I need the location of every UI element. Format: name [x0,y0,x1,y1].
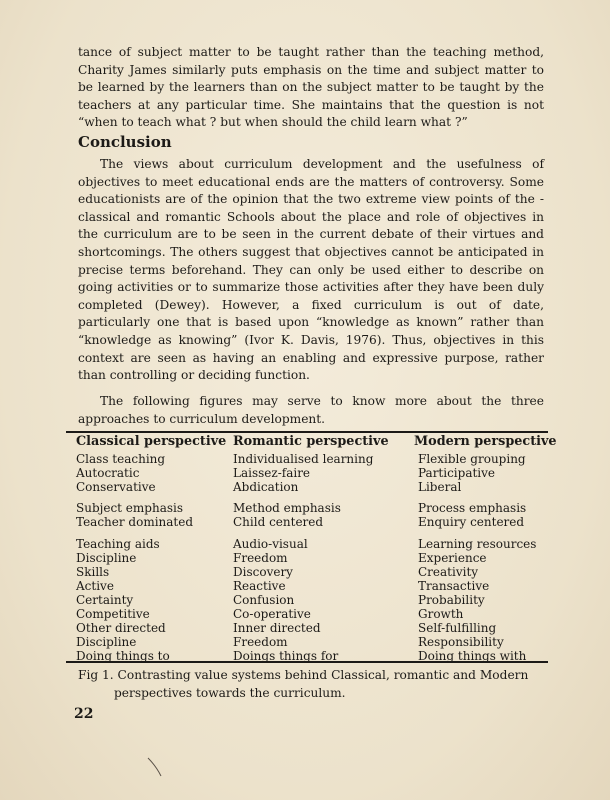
group-gap [76,494,231,501]
table-cell: Abdication [233,480,299,495]
table-cell: Discovery [233,564,293,579]
column-romantic [233,435,405,663]
group-gap [233,530,405,537]
section-heading-conclusion: Conclusion [78,133,172,151]
table-cell: Active [76,578,114,593]
table-cell: Experience [418,550,487,565]
group-gap [233,494,405,501]
table-cell: Creativity [418,564,479,579]
table-cell: Teacher dominated [76,515,194,530]
table-cell: Learning resources [418,536,537,551]
group-gap [414,494,546,501]
table-bottom-rule [66,661,548,663]
table-cell: Audio-visual [233,536,308,551]
paragraph-figures-intro: The following figures may serve to know more about the three approaches to curriculum development. [78,394,544,426]
table-cell: Other directed [76,621,166,636]
table-cell: Responsibility [418,635,504,650]
table-cell: Self-fulfilling [418,621,497,636]
table-cell: Transactive [418,578,490,593]
table-cell: Reactive [233,578,286,593]
table-cell: Certainty [76,592,134,607]
pen-mark [146,756,164,778]
caption-line-1: Fig 1. Contrasting value systems behind Classical, romantic and Modern [78,668,529,682]
table-cell: Discipline [76,550,137,565]
table-cell: Freedom [233,550,288,565]
figure-caption [78,667,548,702]
column-modern [414,434,557,664]
paragraph-conclusion: The views about curriculum development and the usefulness of objectives to meet educational ends are the matters of controversy. Some educationists are of the opinion that the two extreme view points of the - classical and romantic Schools about the place and role of objectives in the curriculum are to be seen in the current debate of their virtues and shortcomings. The others suggest that objectives cannot be anticipated in precise terms beforehand. They can only be used either to describe on going activities or to summarize those activities after they have been duly completed (Dewey). However, a fixed curriculum is out of date, particularly one that is based upon “knowledge as known” rather than “knowledge as knowing” (Ivor K. Davis, 1976). Thus, objectives in this context are seen as having an enabling and expressive purpose, rather than controlling or deciding function. [78,157,544,383]
group-gap [76,530,231,537]
table-cell: Doing things to [76,649,170,664]
table-cell: Discipline [76,635,137,650]
table-cell: Subject emphasis [76,501,184,516]
table-cell: Teaching aids [76,536,160,551]
table-cell: Conservative [76,480,156,495]
paragraph-intro: tance of subject matter to be taught rather than the teaching method, Charity James similarly puts emphasis on the time and subject matter to be learned by the learners than on the subject matter to be taught by the teachers at any particular time. She maintains that the question is not “when to teach what ? but when should the child learn what ?” [78,45,544,130]
table-cell: Process emphasis [418,501,527,516]
table-cell: Doing things with [418,649,527,664]
column-classical [76,435,231,663]
table-cell: Child centered [233,515,324,530]
table-cell: Individualised learning [233,452,374,467]
table-cell: Competitive [76,607,150,622]
table-cell: Laissez-faire [233,466,311,481]
table-cell: Confusion [233,592,295,607]
table-cell: Probability [418,592,485,607]
table-cell: Enquiry centered [418,515,525,530]
column-header-romantic: Romantic perspective [233,434,389,449]
table-cell: Inner directed [233,621,321,636]
table-cell: Skills [76,564,110,579]
table-cell: Participative [418,466,496,481]
page-number: 22 [74,706,94,722]
group-gap [414,530,546,537]
table-cell: Class teaching [76,452,166,467]
table-cell: Flexible grouping [418,452,526,467]
table-cell: Method emphasis [233,501,341,516]
table-cell: Growth [418,607,464,622]
table-cell: Doings things for [233,649,339,664]
column-header-modern: Modern perspective [414,434,557,449]
table-top-rule [66,431,548,433]
table-cell: Autocratic [76,466,140,481]
caption-line-2: perspectives towards the curriculum. [114,685,346,700]
column-header-classical: Classical perspective [76,434,227,449]
table-cell: Freedom [233,635,288,650]
table-cell: Liberal [418,480,462,495]
table-cell: Co-operative [233,607,311,622]
